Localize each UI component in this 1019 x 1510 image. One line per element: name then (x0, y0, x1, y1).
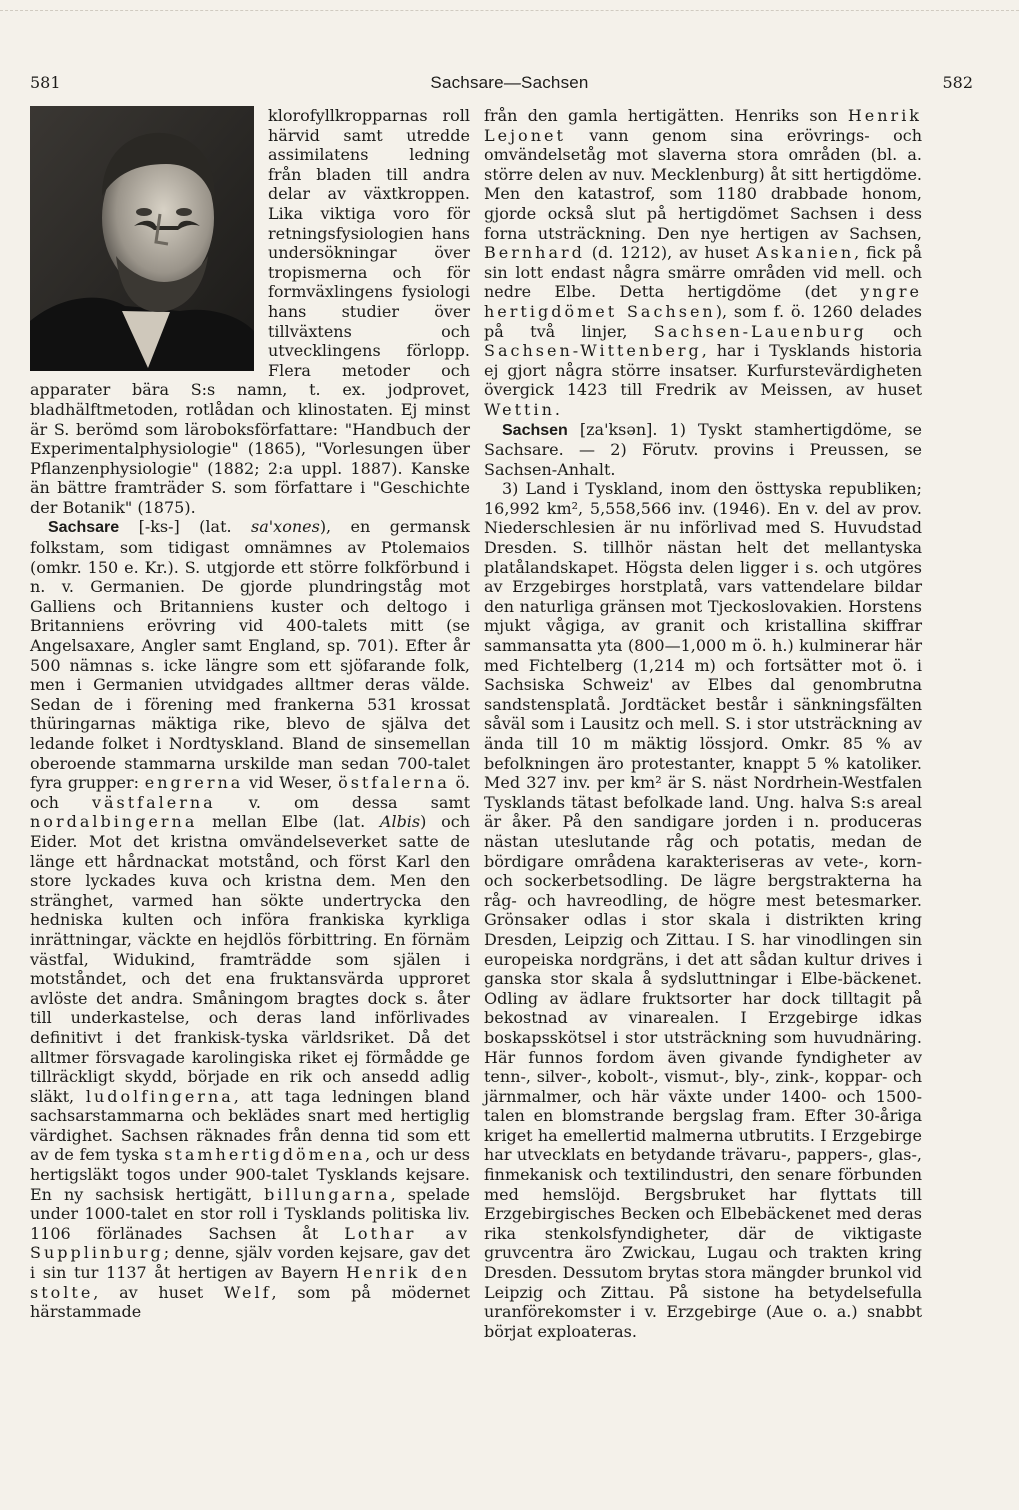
entry-sachsare (30, 517, 470, 1321)
entry-sachs-continuation: klorofyllkropparnas roll härvid samt utredde assimilatens ledning från bladen till andra delar av växtkroppen. Lika viktiga voro för retningsfysiologien hans undersökningar över tropismerna och för formväxlingens fysiologi hans studier över tillväxtens och utvecklingens förlopp. Flera metoder och apparater bära S:s namn, t. ex. jodprovet, bladhälftmetoden, rotlådan och klinostaten. Ej minst är S. berömd som läroboksförfattare: "Handbuch der Experimentalphysiologie" (1865), "Vorlesungen über Pflanzenphysiologie" (1882; 2:a uppl. 1887). Kanske än bättre framträder S. som författare i "Geschichte der Botanik" (1875). (30, 106, 470, 517)
text-run: v. om dessa samt (215, 792, 470, 812)
headword-sachsen: Sachsen (502, 421, 568, 439)
text-run: ö. och (30, 773, 470, 812)
portrait-photo (30, 106, 254, 371)
spaced-term: östfalerna (338, 773, 450, 793)
text-run: mellan Elbe (lat. (197, 812, 380, 832)
text-run: , av huset (93, 1282, 224, 1302)
spaced-term: engrerna (144, 773, 244, 793)
spaced-term: stamhertigdömena (164, 1145, 366, 1165)
spaced-term: Bernhard (484, 243, 585, 263)
left-column (30, 106, 470, 1322)
text-run: ), som f. ö. 1260 delades på två linjer, (484, 301, 922, 341)
headword-sachsare: Sachsare (48, 519, 120, 537)
text-run: . (554, 399, 560, 419)
text-run: vid Weser, (243, 773, 339, 793)
text-run: , spelade under 1000-talet en stor roll i Tysklands politiska liv. 1106 förlänades Sachsen åt (30, 1184, 470, 1243)
text-run: , och ur dess hertigsläkt togos under 900-talet Tysklands kejsare. En ny sachsisk hertigätt, (30, 1145, 471, 1204)
spaced-term: Henrik Lejonet (484, 106, 922, 145)
spaced-term: Wettin (484, 399, 555, 419)
entry-sachsare-continuation (484, 106, 922, 420)
portrait-image (30, 106, 254, 371)
spaced-term: västfalerna (91, 792, 216, 812)
spaced-term: Sachsen-Wittenberg (484, 341, 702, 361)
text-run: från den gamla hertigätten. Henriks son (484, 106, 848, 125)
column-number-left: 581 (30, 73, 61, 92)
right-column (484, 106, 922, 1341)
text-run: , har i Tysklands historia ej gjort några större insatser. Kurfurstevärdigheten övergick 1423 till Fredrik av Meissen, av huset (484, 341, 922, 400)
spaced-term: billungarna (264, 1184, 391, 1204)
spaced-term: Welf (223, 1282, 272, 1302)
entry-sachsen-land: 3) Land i Tyskland, inom den östtyska republiken; 16,992 km², 5,558,566 inv. (1946). En v. del av prov. Niederschlesien är nu införlivad med S. Huvudstad Dresden. S. tillhör nästan helt det mellantyska platålandskapet. Högsta delen ligger i s. och utgöres av Erzgebirges horstplatå, vars vattendelare bildar den naturliga gränsen mot Tjeckoslovakien. Horstens mjukt vågiga, av granit och kristallina skiffrar sammansatta yta (800—1,000 m ö. h.) kulminerar här med Fichtelberg (1,214 m) och fortsätter mot ö. i Sachsiska Schweiz' av Elbes dal genombrutna sandstensplatå. Jordtäcket består i sänkningsfälten såväl som i Lausitz och mell. S. i stor utsträckning av ända till 10 m mäktig lössjord. Omkr. 85 % av befolkningen äro protestanter, knappt 5 % katoliker. Med 327 inv. per km² är S. näst Nordrhein-Westfalen Tysklands tätast befolkade land. Ung. halva S:s areal är åker. På den sandigare jorden i n. produceras nästan uteslutande råg och potatis, medan de bördigare områdena karakteriseras av vete-, korn- och sockerbetsodling. De lägre bergstrakterna ha råg- och havreodling, de högre mest betesmarker. Grönsaker odlas i stor skala i distrikten kring Dresden, Leipzig och Zittau. I S. har vinodlingen sin europeiska nordgräns, i det att sådan kultur drives i ganska stor skala å sydsluttningar i Elbe-bäckenet. Odling av ädlare fruktsorter har dock tilltagit på bekostnad av vinarealen. I Erzgebirge idkas boskapsskötsel i stor utsträckning som huvudnäring. Här funnos fordom även givande fyndigheter av tenn-, silver-, kobolt-, vismut-, bly-, zink-, koppar- och järnmalmer, och här växte under 1400- och 1500-talen en blomstrande bergslag fram. Efter 30-åriga kriget ha emellertid malmerna utbrutits. I Erzgebirge har utvecklats en betydande trävaru-, pappers-, glas-, finmekanisk och textilindustri, den senare förbunden med hemslöjd. Bergsbruket har flyttats till Erzgebirgisches Becken och Elbebäckenet med deras rika stenkolsfyndigheter, där de viktigaste gruvcentra äro Zwickau, Lugau och trakten kring Dresden. Dessutom brytas stora mängder brunkol vid Leipzig och Zittau. På sistone ha betydelsefulla uranförekomster i v. Erzgebirge (Aue o. a.) snabbt börjat exploateras. (484, 479, 922, 1341)
text-run: [-ks-] (lat. (119, 517, 252, 537)
spaced-term: Lothar av Supplinburg (30, 1223, 471, 1263)
spaced-term: yngre hertigdömet Sachsen (484, 282, 922, 321)
spaced-term: ludolfingerna (85, 1086, 234, 1106)
entry-sachsen (484, 420, 922, 480)
text-run: , som på mödernet härstammade (30, 1282, 470, 1322)
latin-term: Albis (379, 812, 421, 832)
column-number-right: 582 (942, 73, 973, 92)
spaced-term: Askanien (755, 243, 855, 263)
text-run: [za'ksən]. 1) Tyskt stamhertigdöme, se Sachsare. — 2) Förutv. provins i Preussen, se Sachsen-Anhalt. (484, 419, 922, 479)
text-run: , fick på sin lott endast några smärre områden vid mell. och nedre Elbe. Detta hertigdöme (det (484, 243, 922, 302)
spaced-term: Henrik den stolte (30, 1263, 471, 1302)
text-run: , att taga ledningen bland sachsarstammarna och beklädes snart med hertiglig värdighet. Sachsen räknades från denna tid som ett av de fem tyska (30, 1086, 471, 1165)
text-run: vann genom sina erövrings- och omvändelsetåg mot slaverna stora områden (bl. a. större delen av nuv. Mecklenburg) åt sitt hertigdöme. Men den katastrof, som 1180 drabbade honom, gjorde också slut på hertigdömet Sachsen i dess forna utsträckning. Den nye hertigen av Sachsen, (484, 125, 922, 243)
text-run: ), en germansk folkstam, som tidigast omnämnes av Ptolemaios (omkr. 150 e. Kr.). S. utgjorde ett större folkförbund i n. v. Germanien. De gjorde plundringståg mot Galliens och Britanniens kuster och deltogo i Britanniens erövring vid 400-talets mitt (se Angelsaxare, Angler samt England, sp. 701). Efter år 500 nämnas s. icke längre som ett sjöfarande folk, men i Germanien utvidgades alltmer deras välde. Sedan de i förening med frankerna 531 krossat thüringarnas mäktiga rike, blevo de själva det ledande folket i Nordtyskland. Bland de sinsemellan oberoende stammarna urskilde man sedan 700-talet fyra grupper: (30, 517, 471, 793)
spaced-term: nordalbingerna (30, 812, 198, 832)
running-head: Sachsare—Sachsen (430, 73, 589, 92)
text-run: och (866, 321, 922, 341)
page-top-edge (0, 0, 1019, 11)
spaced-term: Sachsen-Lauenburg (653, 321, 867, 341)
text-run: ) och Eider. Mot det kristna omvändelseverket satte de länge ett hårdnackat motstånd, och först Karl den store lyckades kuva och kristna dem. Men den stränghet, varmed han sökte undertrycka den hedniska kulten och införa frankiska kyrkliga inrättningar, väckte en hejdlös förbittring. En förnäm västfal, Widukind, framträdde som själen i motståndet, och det ena fruktansvärda upproret avlöste det andra. Småningom bragtes dock s. åter till underkastelse, och deras land införlivades definitivt i det frankisk-tyska världsriket. Då det alltmer försvagade karolingiska riket ej förmådde ge tillräckligt skydd, började en rik och ansedd adlig släkt, (30, 812, 471, 1106)
text-run: ; denne, själv vorden kejsare, gav det i sin tur 1137 åt hertigen av Bayern (30, 1243, 470, 1283)
text-run: (d. 1212), av huset (584, 243, 756, 263)
latin-term: sa'xones (251, 517, 320, 537)
